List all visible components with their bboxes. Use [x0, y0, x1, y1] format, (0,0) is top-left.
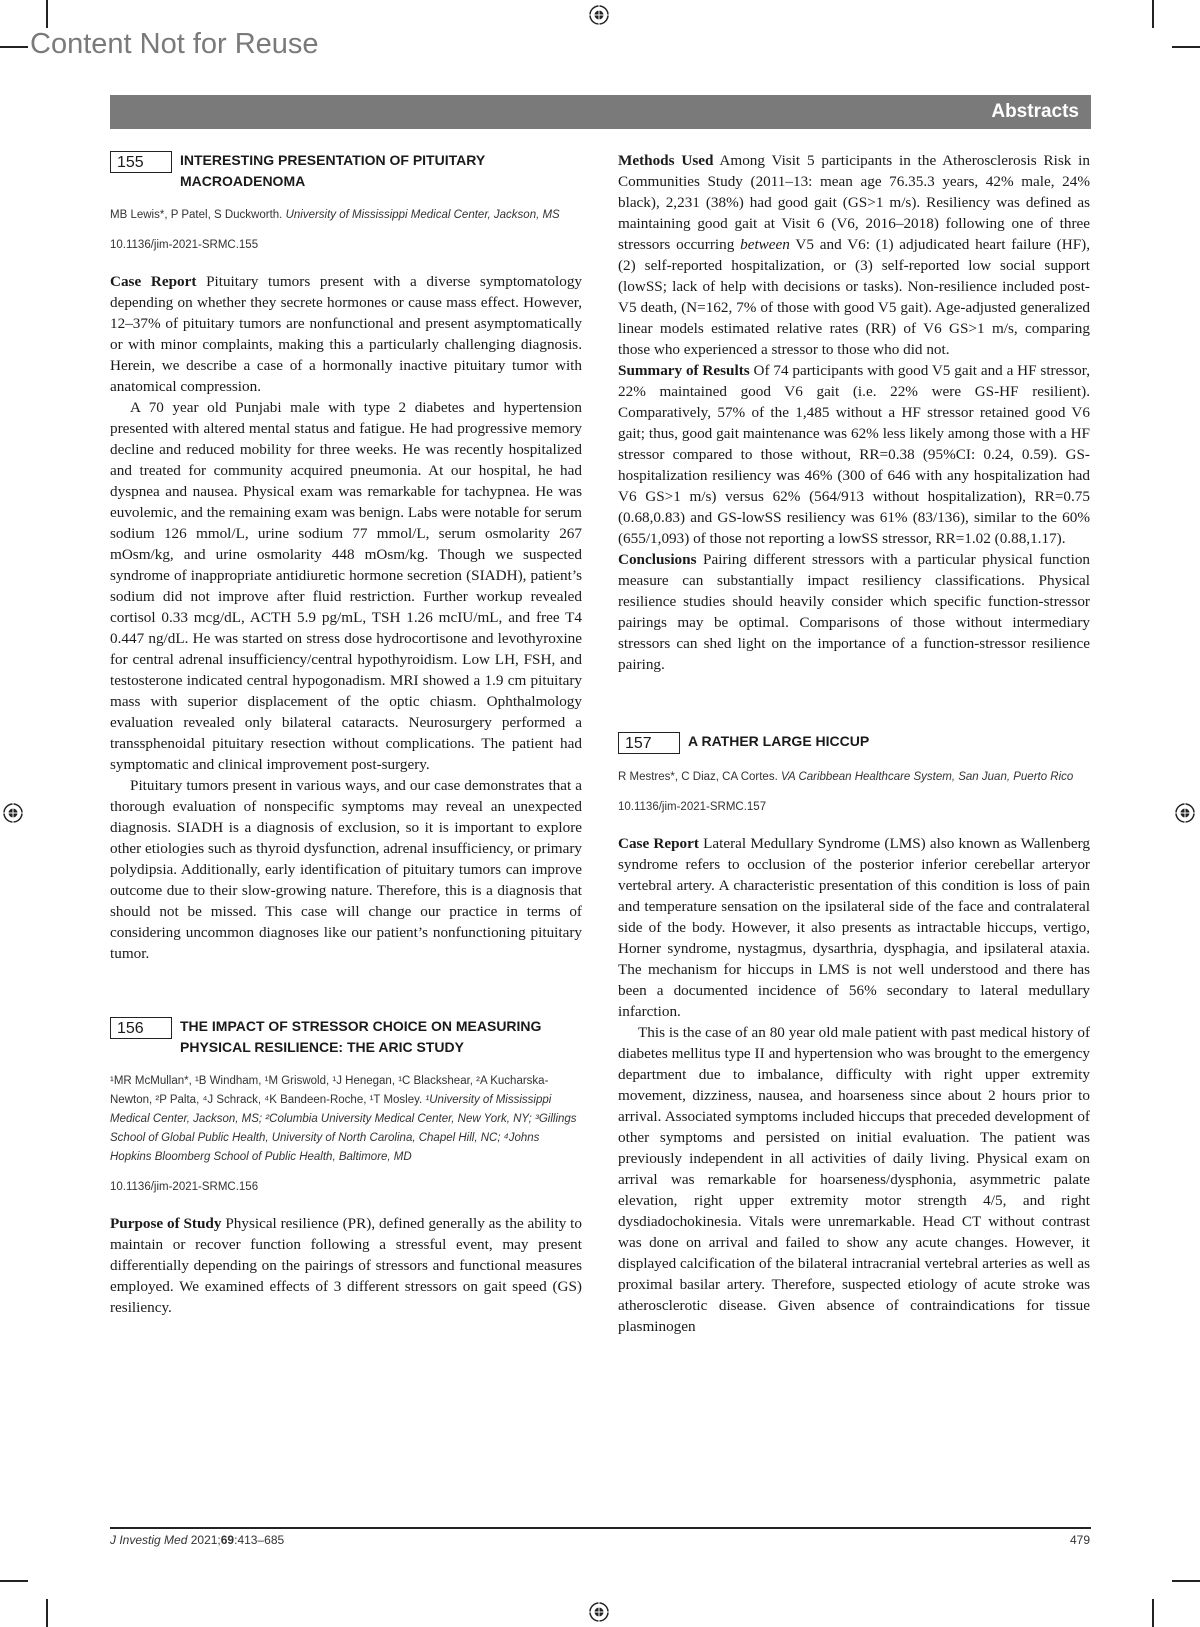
- page-number: 479: [1069, 1533, 1090, 1547]
- paragraph-text: Lateral Medullary Syndrome (LMS) also known as Wallenberg syndrome refers to occlusion of the posterior inferior cerebellar arteryor vertebral artery. A characteristic presentation of this condition is loss of pain and temperature sensation on the ipsilateral side of the face and contralateral side of the body. However, it also presents as intractable hiccups, vertigo, Horner syndrome, nystagmus, dysarthria, dysphagia, and ipsilateral ataxia. The mechanism for hiccups in LMS is not well understood and there has been a documented incidence of 56% secondary to lateral medullary infarction.: [618, 835, 1090, 1020]
- crop-mark: [1152, 1599, 1154, 1627]
- author-line: [110, 206, 582, 225]
- crop-mark: [1172, 1580, 1200, 1582]
- authors: R Mestres*, C Diaz, CA Cortes.: [618, 771, 778, 783]
- section-lead: Summary of Results: [618, 362, 750, 379]
- doi: 10.1136/jim-2021-SRMC.156: [110, 1181, 259, 1193]
- paragraph-text: V5 and V6: (1) adjudicated heart failure (HF), (2) self-reported hospitalization, or (3) self-reported low social support (lowSS; lack of help with decisions or tasks). Non-resilience included post-V5 death, (N=162, 7% of those with good V5 gait). Age-adjusted generalized linear models estimated relative rates (RR) of V6 GS>1 m/s, comparing those who experienced a stressor to those who did not.: [618, 236, 1090, 358]
- abstract-heading: [110, 1016, 582, 1058]
- abstract-157: [618, 731, 1090, 1337]
- journal-volume: 69: [220, 1533, 235, 1547]
- paragraph-text: Among Visit 5 participants in the Atherosclerosis Risk in Communities Study (2011–13: mean age 76.35.3 years, 42% male, 24% black), 2,231 (38%) had good gait (GS>1 m/s). Resiliency was defined as maintaining good gait at Visit 6 (V6, 2016–2018) following one of three stressors occurring: [618, 152, 1090, 253]
- body-paragraph: [618, 833, 1090, 1022]
- doi: 10.1136/jim-2021-SRMC.155: [110, 239, 259, 251]
- authors: ¹MR McMullan*, ¹B Windham, ¹M Griswold, ¹J Henegan, ¹C Blackshear, ²A Kucharska-Newton, ²P Palta, ⁴J Schrack, ⁴K Bandeen-Roche, ¹T Mosley.: [110, 1075, 549, 1106]
- paragraph-text: Physical resilience (PR), defined generally as the ability to maintain or recover function following a stressful event, may present differentially depending on the pairings of stressors and functional measures employed. We examined effects of 3 different stressors on gait speed (GS) resiliency.: [110, 1215, 582, 1316]
- author-line: [110, 1072, 582, 1167]
- abstract-number: 156: [110, 1017, 172, 1039]
- affiliation: University of Mississippi Medical Center, Jackson, MS: [285, 209, 560, 221]
- body-paragraph: [110, 1213, 582, 1318]
- abstract-heading: [110, 150, 582, 192]
- right-column: [618, 150, 1090, 1337]
- registration-mark-icon: [588, 4, 610, 26]
- authors: MB Lewis*, P Patel, S Duckworth.: [110, 209, 283, 221]
- crop-mark: [1152, 0, 1154, 28]
- affiliation: ¹University of Mississippi Medical Center, Jackson, MS; ²Columbia University Medical Center, New York, NY; ³Gillings School of Global Public Health, University of North Carolina, Chapel Hill, NC; ⁴Johns Hopkins Bloomberg School of Public Health, Baltimore, MD: [110, 1094, 577, 1163]
- abstract-155: [110, 150, 582, 964]
- crop-mark: [0, 46, 28, 48]
- journal-name: J Investig Med: [110, 1533, 188, 1547]
- paragraph-text: Pituitary tumors present with a diverse symptomatology depending on whether they secrete hormones or cause mass effect. However, 12–37% of pituitary tumors are nonfunctional and present asymptomatically or with minor complaints, making this a particularly challenging diagnosis. Herein, we describe a case of a hormonally inactive pituitary tumor with anatomical compression.: [110, 273, 583, 395]
- registration-mark-icon: [1174, 802, 1196, 824]
- body-paragraph: A 70 year old Punjabi male with type 2 diabetes and hypertension presented with altered mental status and fatigue. He had progressive memory decline and reduced mobility for three weeks. He was recently hospitalized and treated for community acquired pneumonia. At our hospital, he had dyspnea and nausea. Physical exam was remarkable for tachypnea. He was euvolemic, and the remaining exam was benign. Labs were notable for serum sodium 126 mmol/L, urine sodium 77 mmol/L, serum osmolarity 267 mOsm/kg, and urine osmolarity 448 mOsm/kg. Though we suspected syndrome of inappropriate antidiuretic hormone secretion (SIADH), patient’s sodium did not improve after fluid restriction. Further workup revealed cortisol 0.33 mcg/dL, ACTH 5.9 pg/mL, TSH 1.26 mcIU/mL, and free T4 0.447 ng/dL. He was started on stress dose hydrocortisone and levothyroxine for central adrenal insufficiency/central hypothyroidism. Low LH, FSH, and testosterone indicated central hypogonadism. MRI showed a 1.9 cm pituitary mass with superior displacement of the optic chiasm. Ophthalmology evaluation revealed only bilateral cataracts. Neurosurgery performed a transsphenoidal pituitary resection without complications. The patient had symptomatic and clinical improvement post-surgery.: [110, 399, 582, 773]
- footer-rule: [110, 1527, 1091, 1529]
- journal-pages: :413–685: [234, 1533, 285, 1547]
- crop-mark: [46, 0, 48, 28]
- abstract-title: INTERESTING PRESENTATION OF PITUITARY MACROADENOMA: [180, 152, 485, 189]
- author-line: [618, 768, 1090, 787]
- crop-mark: [46, 1599, 48, 1627]
- body-paragraph: Pituitary tumors present in various ways, and our case demonstrates that a thorough evaluation of nonspecific symptoms may reveal an unexpected diagnosis. SIADH is a diagnosis of exclusion, so it is important to explore other etiologies such as thyroid dysfunction, adrenal insufficiency, or primary polydipsia. Additionally, early identification of pituitary tumors can improve outcome due to their slow-growing nature. Therefore, this is a diagnosis that should not be missed. This case will change our practice in terms of considering uncommon diagnoses like our patient’s nonfunctioning pituitary tumor.: [110, 777, 582, 962]
- body-paragraph: This is the case of an 80 year old male patient with past medical history of diabetes mellitus type II and hypertension who was brought to the emergency department due to imbalance, difficulty with right upper extremity movement, dizziness, nausea, and hoarseness since about 2 hours prior to arrival. Associated symptoms included hiccups that preceded development of other symptoms and persisted on initial evaluation. The patient was previously independent in all activities of daily living. Physical exam on arrival was remarkable for hoarseness/dysphonia, asymmetric palate elevation, right upper extremity motor strength 4/5, and right dysdiadochokinesia. Vitals were unremarkable. Head CT without contrast was done on arrival and failed to show any acute changes. However, it displayed calcification of the bilateral intracranial vertebral arteries as well as proximal basilar artery. Therefore, suspected etiology of acute stroke was atherosclerotic disease. Given absence of contraindications for tissue plasminogen: [618, 1024, 1090, 1335]
- section-header-bar: [110, 95, 1091, 129]
- paragraph-text: Of 74 participants with good V5 gait and a HF stressor, 22% maintained good V6 gait (i.e. 22% were GS-HF resilient). Comparatively, 57% of the 1,485 without a HF stressor retained good V6 gait; thus, good gait maintenance was 62% less likely among those with a HF stressor compared to those without, RR=0.38 (95%CI: 0.24, 0.59). GS-hospitalization resiliency was 46% (300 of 646 with any hospitalization had V6 GS>1 m/s) versus 62% (564/913 without hospitalization), RR=0.75 (0.68,0.83) and GS-lowSS resiliency was 61% (83/136), similar to the 60% (655/1,093) of those not reporting a lowSS stressor, RR=1.02 (0.88,1.17).: [618, 362, 1090, 547]
- abstract-156: [110, 1016, 582, 1318]
- body-paragraph: [618, 150, 1090, 360]
- abstract-title: A RATHER LARGE HICCUP: [688, 733, 870, 749]
- section-lead: Methods Used: [618, 152, 714, 169]
- abstract-heading: [618, 731, 1090, 754]
- watermark: Content Not for Reuse: [30, 28, 319, 60]
- crop-mark: [0, 1580, 28, 1582]
- body-paragraph: [618, 360, 1090, 549]
- journal-year: 2021;: [190, 1533, 221, 1547]
- abstract-number: 157: [618, 732, 680, 754]
- section-lead: Case Report: [110, 273, 197, 290]
- section-lead: Case Report: [618, 835, 699, 852]
- doi: 10.1136/jim-2021-SRMC.157: [618, 801, 767, 813]
- paragraph-text: Pairing different stressors with a particular physical function measure can substantially impact resiliency classifications. Physical resilience studies should heavily consider which specific function-stressor pairings may be optimal. Comparisons of those without intermediary stressors can shed light on the importance of a function-stressor resilience pairing.: [618, 551, 1091, 673]
- section-lead: Conclusions: [618, 551, 697, 568]
- registration-mark-icon: [2, 802, 24, 824]
- emphasis-text: between: [740, 236, 790, 253]
- abstract-title: THE IMPACT OF STRESSOR CHOICE ON MEASURING PHYSICAL RESILIENCE: THE ARIC STUDY: [180, 1018, 542, 1055]
- registration-mark-icon: [588, 1601, 610, 1623]
- crop-mark: [1172, 46, 1200, 48]
- abstract-number: 155: [110, 151, 172, 173]
- left-column: [110, 150, 582, 1318]
- section-lead: Purpose of Study: [110, 1215, 222, 1232]
- body-paragraph: [110, 271, 582, 397]
- affiliation: VA Caribbean Healthcare System, San Juan, Puerto Rico: [780, 771, 1074, 783]
- body-paragraph: [618, 549, 1090, 675]
- section-header: Abstracts: [991, 101, 1079, 122]
- journal-citation: [110, 1533, 284, 1547]
